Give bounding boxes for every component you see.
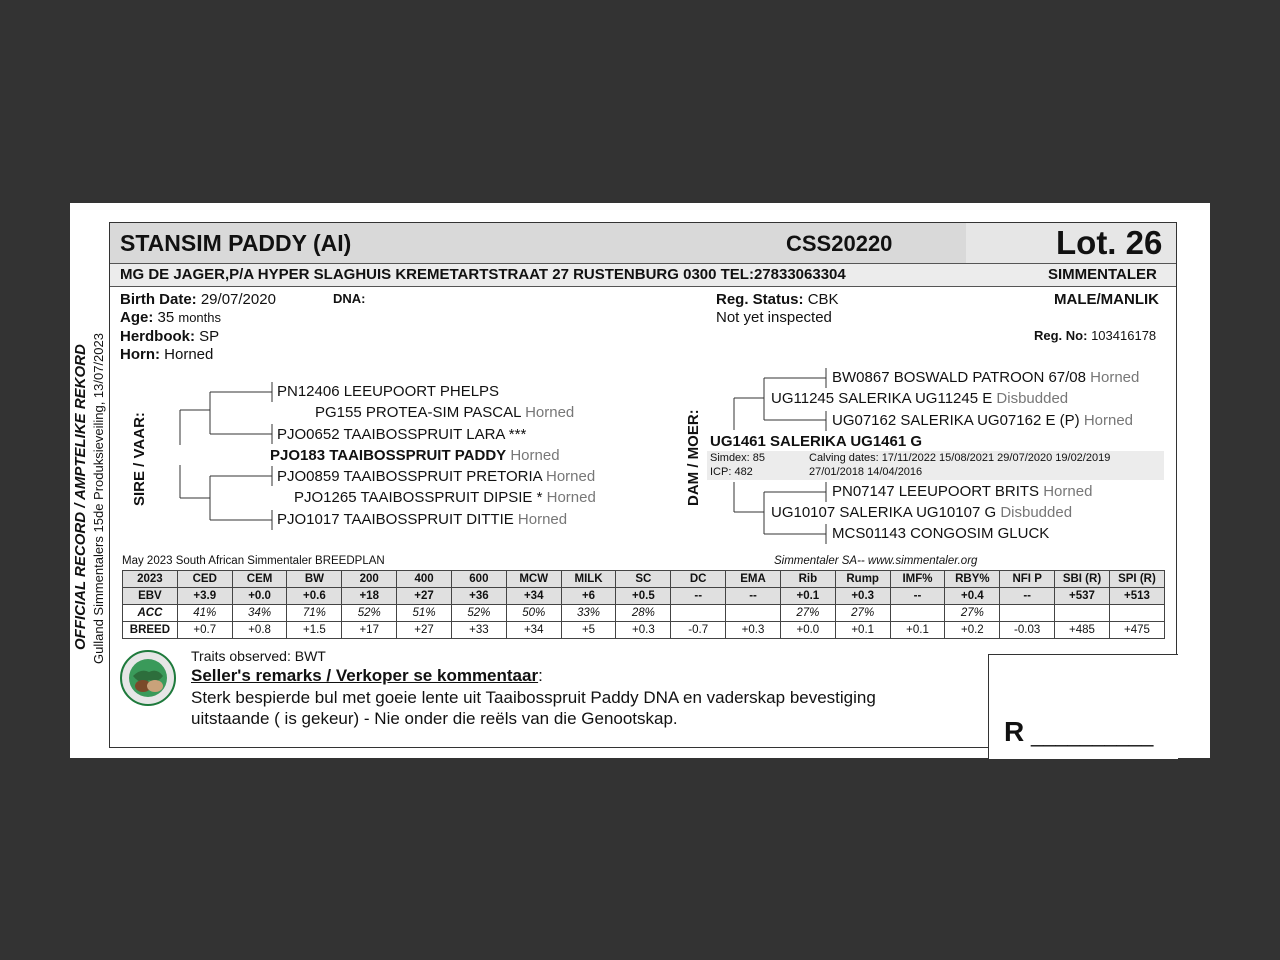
remarks-heading: Seller's remarks / Verkoper se kommentaar:	[191, 666, 543, 685]
dam-name: UG1461 SALERIKA UG1461 G	[710, 433, 923, 450]
breed-cell: +0.8	[232, 622, 287, 639]
simdex: Simdex: 85	[710, 452, 766, 464]
ebv-cell: +537	[1055, 588, 1110, 605]
acc-cell: 27%	[780, 605, 835, 622]
breed-cell: +0.3	[616, 622, 671, 639]
dam-label: DAM / MOER:	[685, 409, 702, 506]
ebv-cell: +0.1	[780, 588, 835, 605]
columns-cell: MCW	[506, 571, 561, 588]
acc-cell: 27%	[945, 605, 1000, 622]
dam-sire: UG11245 SALERIKA UG11245 E Disbudded	[771, 390, 1069, 407]
breedplan-site: Simmentaler SA-- www.simmentaler.org	[774, 555, 978, 567]
columns-cell: MILK	[561, 571, 616, 588]
breed-cell: -0.03	[1000, 622, 1055, 639]
ebv-cell: +0.6	[287, 588, 342, 605]
ebv-table	[122, 570, 1165, 639]
ebv-cell: --	[890, 588, 945, 605]
breed-cell: +475	[1109, 622, 1164, 639]
ebv-cell: +0.4	[945, 588, 1000, 605]
sire-dam-dam: PJO1265 TAAIBOSSPRUIT DIPSIE * Horned	[294, 489, 596, 506]
inspection-status: Not yet inspected	[716, 309, 832, 326]
acc-cell	[1109, 605, 1164, 622]
breed-cell: +0.2	[945, 622, 1000, 639]
ebv-cell: EBV	[123, 588, 178, 605]
columns-cell: DC	[671, 571, 726, 588]
traits-observed: Traits observed: BWT	[191, 648, 326, 664]
breeder-address: MG DE JAGER,P/A HYPER SLAGHUIS KREMETARTSTRAAT 27 RUSTENBURG 0300 TEL:27833063304	[120, 266, 846, 283]
acc-cell	[890, 605, 945, 622]
sire-dam-sire: PJO0859 TAAIBOSSPRUIT PRETORIA Horned	[277, 468, 596, 485]
breed-cell: +1.5	[287, 622, 342, 639]
acc-cell: 52%	[451, 605, 506, 622]
ebv-row	[123, 588, 1165, 605]
ebv-cell: +36	[451, 588, 506, 605]
official-record-label: OFFICIAL RECORD / AMPTELIKE REKORD	[72, 344, 89, 650]
columns-cell: RBY%	[945, 571, 1000, 588]
reg-number: Reg. No: 103416178	[1034, 328, 1157, 343]
ebv-header-row	[123, 571, 1165, 588]
breed-cell: +27	[397, 622, 452, 639]
acc-cell	[1055, 605, 1110, 622]
breed-cell: +34	[506, 622, 561, 639]
dam-dam-dam: MCS01143 CONGOSIM GLUCK	[832, 525, 1050, 542]
acc-cell: 33%	[561, 605, 616, 622]
birth-date: Birth Date: 29/07/2020	[120, 291, 276, 308]
dam-dam-sire: PN07147 LEEUPOORT BRITS Horned	[832, 483, 1093, 500]
breed-cell: +485	[1055, 622, 1110, 639]
remarks-line-2: uitstaande ( is gekeur) - Nie onder die reëls van die Genootskap.	[191, 709, 678, 728]
breed-cell: +0.3	[726, 622, 781, 639]
ebv-cell: +3.9	[177, 588, 232, 605]
columns-cell: IMF%	[890, 571, 945, 588]
globe-cattle-logo-icon	[119, 650, 177, 706]
sex: MALE/MANLIK	[1054, 291, 1159, 308]
ebv-cell: +6	[561, 588, 616, 605]
dam-sire-dam: UG07162 SALERIKA UG07162 E (P) Horned	[832, 412, 1134, 429]
dam-dam: UG10107 SALERIKA UG10107 G Disbudded	[771, 504, 1073, 521]
acc-cell: 41%	[177, 605, 232, 622]
age: Age: 35 months	[120, 309, 222, 326]
breed-cell: +0.7	[177, 622, 232, 639]
columns-cell: EMA	[726, 571, 781, 588]
acc-cell: 28%	[616, 605, 671, 622]
ebv-cell: +513	[1109, 588, 1164, 605]
dam-sire-sire: BW0867 BOSWALD PATROON 67/08 Horned	[832, 369, 1140, 386]
acc-cell: ACC	[123, 605, 178, 622]
sire-name: PJO183 TAAIBOSSPRUIT PADDY Horned	[270, 447, 560, 464]
sire-sire-dam: PG155 PROTEA-SIM PASCAL Horned	[315, 404, 575, 421]
sire-dam: PJO0652 TAAIBOSSPRUIT LARA ***	[277, 426, 527, 443]
columns-cell: BW	[287, 571, 342, 588]
lot-number: Lot. 26	[1056, 224, 1163, 261]
columns-cell: 200	[342, 571, 397, 588]
acc-cell: 51%	[397, 605, 452, 622]
ebv-cell: +34	[506, 588, 561, 605]
breed-cell: +0.1	[890, 622, 945, 639]
acc-cell: 34%	[232, 605, 287, 622]
calving-dates-1: Calving dates: 17/11/2022 15/08/2021 29/07/2020 19/02/2019	[809, 452, 1111, 464]
columns-cell: CEM	[232, 571, 287, 588]
acc-cell: 71%	[287, 605, 342, 622]
ebv-cell: --	[726, 588, 781, 605]
acc-cell: 50%	[506, 605, 561, 622]
breed-cell: BREED	[123, 622, 178, 639]
columns-cell: SPI (R)	[1109, 571, 1164, 588]
acc-cell	[726, 605, 781, 622]
columns-cell: CED	[177, 571, 232, 588]
ebv-cell: +0.3	[835, 588, 890, 605]
columns-cell: NFI P	[1000, 571, 1055, 588]
r-line: __________	[1031, 722, 1154, 747]
columns-cell: Rib	[780, 571, 835, 588]
calving-dates-2: 27/01/2018 14/04/2016	[809, 466, 923, 478]
herdbook: Herdbook: SP	[120, 328, 220, 345]
dna-label: DNA:	[333, 291, 366, 306]
sire-label: SIRE / VAAR:	[131, 412, 148, 506]
ebv-cell: +27	[397, 588, 452, 605]
breed-name: SIMMENTALER	[1048, 266, 1157, 283]
animal-name: STANSIM PADDY (AI)	[120, 230, 352, 256]
sire-sire: PN12406 LEEUPOORT PHELPS	[277, 383, 500, 400]
columns-cell: 400	[397, 571, 452, 588]
columns-cell: SC	[616, 571, 671, 588]
acc-cell: 27%	[835, 605, 890, 622]
columns-cell: Rump	[835, 571, 890, 588]
ebv-cell: --	[1000, 588, 1055, 605]
columns-cell: 600	[451, 571, 506, 588]
breed-cell: +0.0	[780, 622, 835, 639]
ebv-cell: +0.5	[616, 588, 671, 605]
sale-label: Gulland Simmentalers 15de Produksieveiling, 13/07/2023	[91, 333, 106, 664]
breed-cell: +5	[561, 622, 616, 639]
breed-cell: +0.1	[835, 622, 890, 639]
ebv-cell: --	[671, 588, 726, 605]
id-code: CSS20220	[786, 231, 893, 256]
ebv-cell: +0.0	[232, 588, 287, 605]
acc-row	[123, 605, 1165, 622]
breed-cell: -0.7	[671, 622, 726, 639]
breed-row	[123, 622, 1165, 639]
columns-cell: SBI (R)	[1055, 571, 1110, 588]
columns-cell: 2023	[123, 571, 178, 588]
horn: Horn: Horned	[120, 346, 214, 363]
remarks-line-1: Sterk bespierde bul met goeie lente uit Taaibosspruit Paddy DNA en vaderskap bevestiging	[191, 688, 876, 707]
r-label: R	[1004, 716, 1025, 747]
acc-cell: 52%	[342, 605, 397, 622]
breed-cell: +33	[451, 622, 506, 639]
ebv-cell: +18	[342, 588, 397, 605]
acc-cell	[1000, 605, 1055, 622]
sire-dam-granddam: PJO1017 TAAIBOSSPRUIT DITTIE Horned	[277, 511, 568, 528]
breedplan-title: May 2023 South African Simmentaler BREEDPLAN	[122, 555, 385, 567]
acc-cell	[671, 605, 726, 622]
breed-cell: +17	[342, 622, 397, 639]
reg-status: Reg. Status: CBK	[716, 291, 839, 308]
icp: ICP: 482	[710, 466, 753, 478]
